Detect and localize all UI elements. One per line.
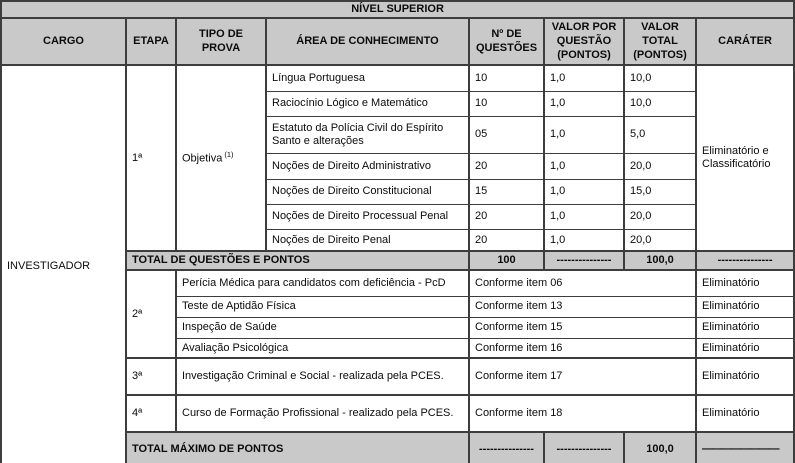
col-header-tipo-prova: TIPO DE PROVA bbox=[176, 18, 266, 65]
col-header-valor-questao: VALOR POR QUESTÃO (PONTOS) bbox=[544, 18, 624, 65]
stage4-caracter-cell: Eliminatório bbox=[696, 395, 794, 432]
valor-questao-cell: 1,0 bbox=[544, 65, 624, 91]
questoes-cell: 10 bbox=[469, 91, 544, 116]
col-header-etapa: ETAPA bbox=[126, 18, 176, 65]
tipo-prova-footnote: (1) bbox=[224, 149, 234, 159]
area-cell: Raciocínio Lógico e Matemático bbox=[266, 91, 469, 116]
stage2-valor-cell: Conforme item 16 bbox=[469, 338, 696, 358]
valor-total-cell: 5,0 bbox=[624, 116, 696, 153]
stage2-desc-cell: Perícia Médica para candidatos com deficiência - PcD bbox=[176, 270, 469, 296]
area-cell: Noções de Direito Constitucional bbox=[266, 179, 469, 204]
questoes-cell: 20 bbox=[469, 153, 544, 179]
col-header-questoes: Nº DE QUESTÕES bbox=[469, 18, 544, 65]
etapa-4-cell: 4ª bbox=[126, 395, 176, 432]
questoes-cell: 20 bbox=[469, 204, 544, 229]
questoes-cell: 10 bbox=[469, 65, 544, 91]
area-cell: Noções de Direito Administrativo bbox=[266, 153, 469, 179]
stage2-desc-cell: Inspeção de Saúde bbox=[176, 317, 469, 338]
total-questoes-label: TOTAL DE QUESTÕES E PONTOS bbox=[126, 251, 469, 270]
total-maximo-valor-questao-dashes: --------------- bbox=[544, 432, 624, 463]
caracter-stage1-cell: Eliminatório e Classificatório bbox=[696, 65, 794, 251]
valor-total-cell: 20,0 bbox=[624, 153, 696, 179]
stage3-valor-cell: Conforme item 17 bbox=[469, 358, 696, 395]
stage2-valor-cell: Conforme item 13 bbox=[469, 296, 696, 317]
area-cell: Língua Portuguesa bbox=[266, 65, 469, 91]
stage4-desc-cell: Curso de Formação Profissional - realizado pela PCES. bbox=[176, 395, 469, 432]
col-header-valor-total: VALOR TOTAL (PONTOS) bbox=[624, 18, 696, 65]
stage4-valor-cell: Conforme item 18 bbox=[469, 395, 696, 432]
stage2-caracter-cell: Eliminatório bbox=[696, 296, 794, 317]
tipo-prova-cell bbox=[176, 65, 266, 251]
valor-questao-cell: 1,0 bbox=[544, 229, 624, 251]
valor-questao-cell: 1,0 bbox=[544, 179, 624, 204]
area-cell: Noções de Direito Penal bbox=[266, 229, 469, 251]
etapa-1-cell: 1ª bbox=[126, 65, 176, 251]
cargo-cell: INVESTIGADOR bbox=[1, 65, 126, 463]
total-maximo-valor-total-value: 100,0 bbox=[624, 432, 696, 463]
subject-row bbox=[1, 65, 794, 91]
total-valor-total-value: 100,0 bbox=[624, 251, 696, 270]
valor-total-cell: 10,0 bbox=[624, 65, 696, 91]
stage2-valor-cell: Conforme item 06 bbox=[469, 270, 696, 296]
etapa-2-cell: 2ª bbox=[126, 270, 176, 358]
valor-total-cell: 20,0 bbox=[624, 229, 696, 251]
tipo-prova-label: Objetiva bbox=[182, 152, 223, 165]
total-valor-questao-dashes: --------------- bbox=[544, 251, 624, 270]
area-cell: Estatuto da Polícia Civil do Espírito Santo e alterações bbox=[266, 116, 469, 153]
valor-questao-cell: 1,0 bbox=[544, 204, 624, 229]
col-header-cargo: CARGO bbox=[1, 18, 126, 65]
stage2-caracter-cell: Eliminatório bbox=[696, 270, 794, 296]
total-questoes-value: 100 bbox=[469, 251, 544, 270]
area-cell: Noções de Direito Processual Penal bbox=[266, 204, 469, 229]
col-header-area: ÁREA DE CONHECIMENTO bbox=[266, 18, 469, 65]
etapa-3-cell: 3ª bbox=[126, 358, 176, 395]
total-maximo-label: TOTAL MÁXIMO DE PONTOS bbox=[126, 432, 469, 463]
valor-total-cell: 20,0 bbox=[624, 204, 696, 229]
valor-questao-cell: 1,0 bbox=[544, 91, 624, 116]
total-maximo-caracter-line: ———————— bbox=[696, 432, 794, 463]
stage2-valor-cell: Conforme item 15 bbox=[469, 317, 696, 338]
valor-questao-cell: 1,0 bbox=[544, 116, 624, 153]
valor-total-cell: 15,0 bbox=[624, 179, 696, 204]
stage2-desc-cell: Teste de Aptidão Física bbox=[176, 296, 469, 317]
total-maximo-questoes-dashes: --------------- bbox=[469, 432, 544, 463]
col-header-caracter: CARÁTER bbox=[696, 18, 794, 65]
stage3-caracter-cell: Eliminatório bbox=[696, 358, 794, 395]
questoes-cell: 05 bbox=[469, 116, 544, 153]
page-title: NÍVEL SUPERIOR bbox=[1, 1, 794, 18]
total-caracter-dashes: --------------- bbox=[696, 251, 794, 270]
stage2-caracter-cell: Eliminatório bbox=[696, 338, 794, 358]
valor-questao-cell: 1,0 bbox=[544, 153, 624, 179]
valor-total-cell: 10,0 bbox=[624, 91, 696, 116]
questoes-cell: 15 bbox=[469, 179, 544, 204]
stage2-caracter-cell: Eliminatório bbox=[696, 317, 794, 338]
stage2-desc-cell: Avaliação Psicológica bbox=[176, 338, 469, 358]
questoes-cell: 20 bbox=[469, 229, 544, 251]
stage3-desc-cell: Investigação Criminal e Social - realizada pela PCES. bbox=[176, 358, 469, 395]
